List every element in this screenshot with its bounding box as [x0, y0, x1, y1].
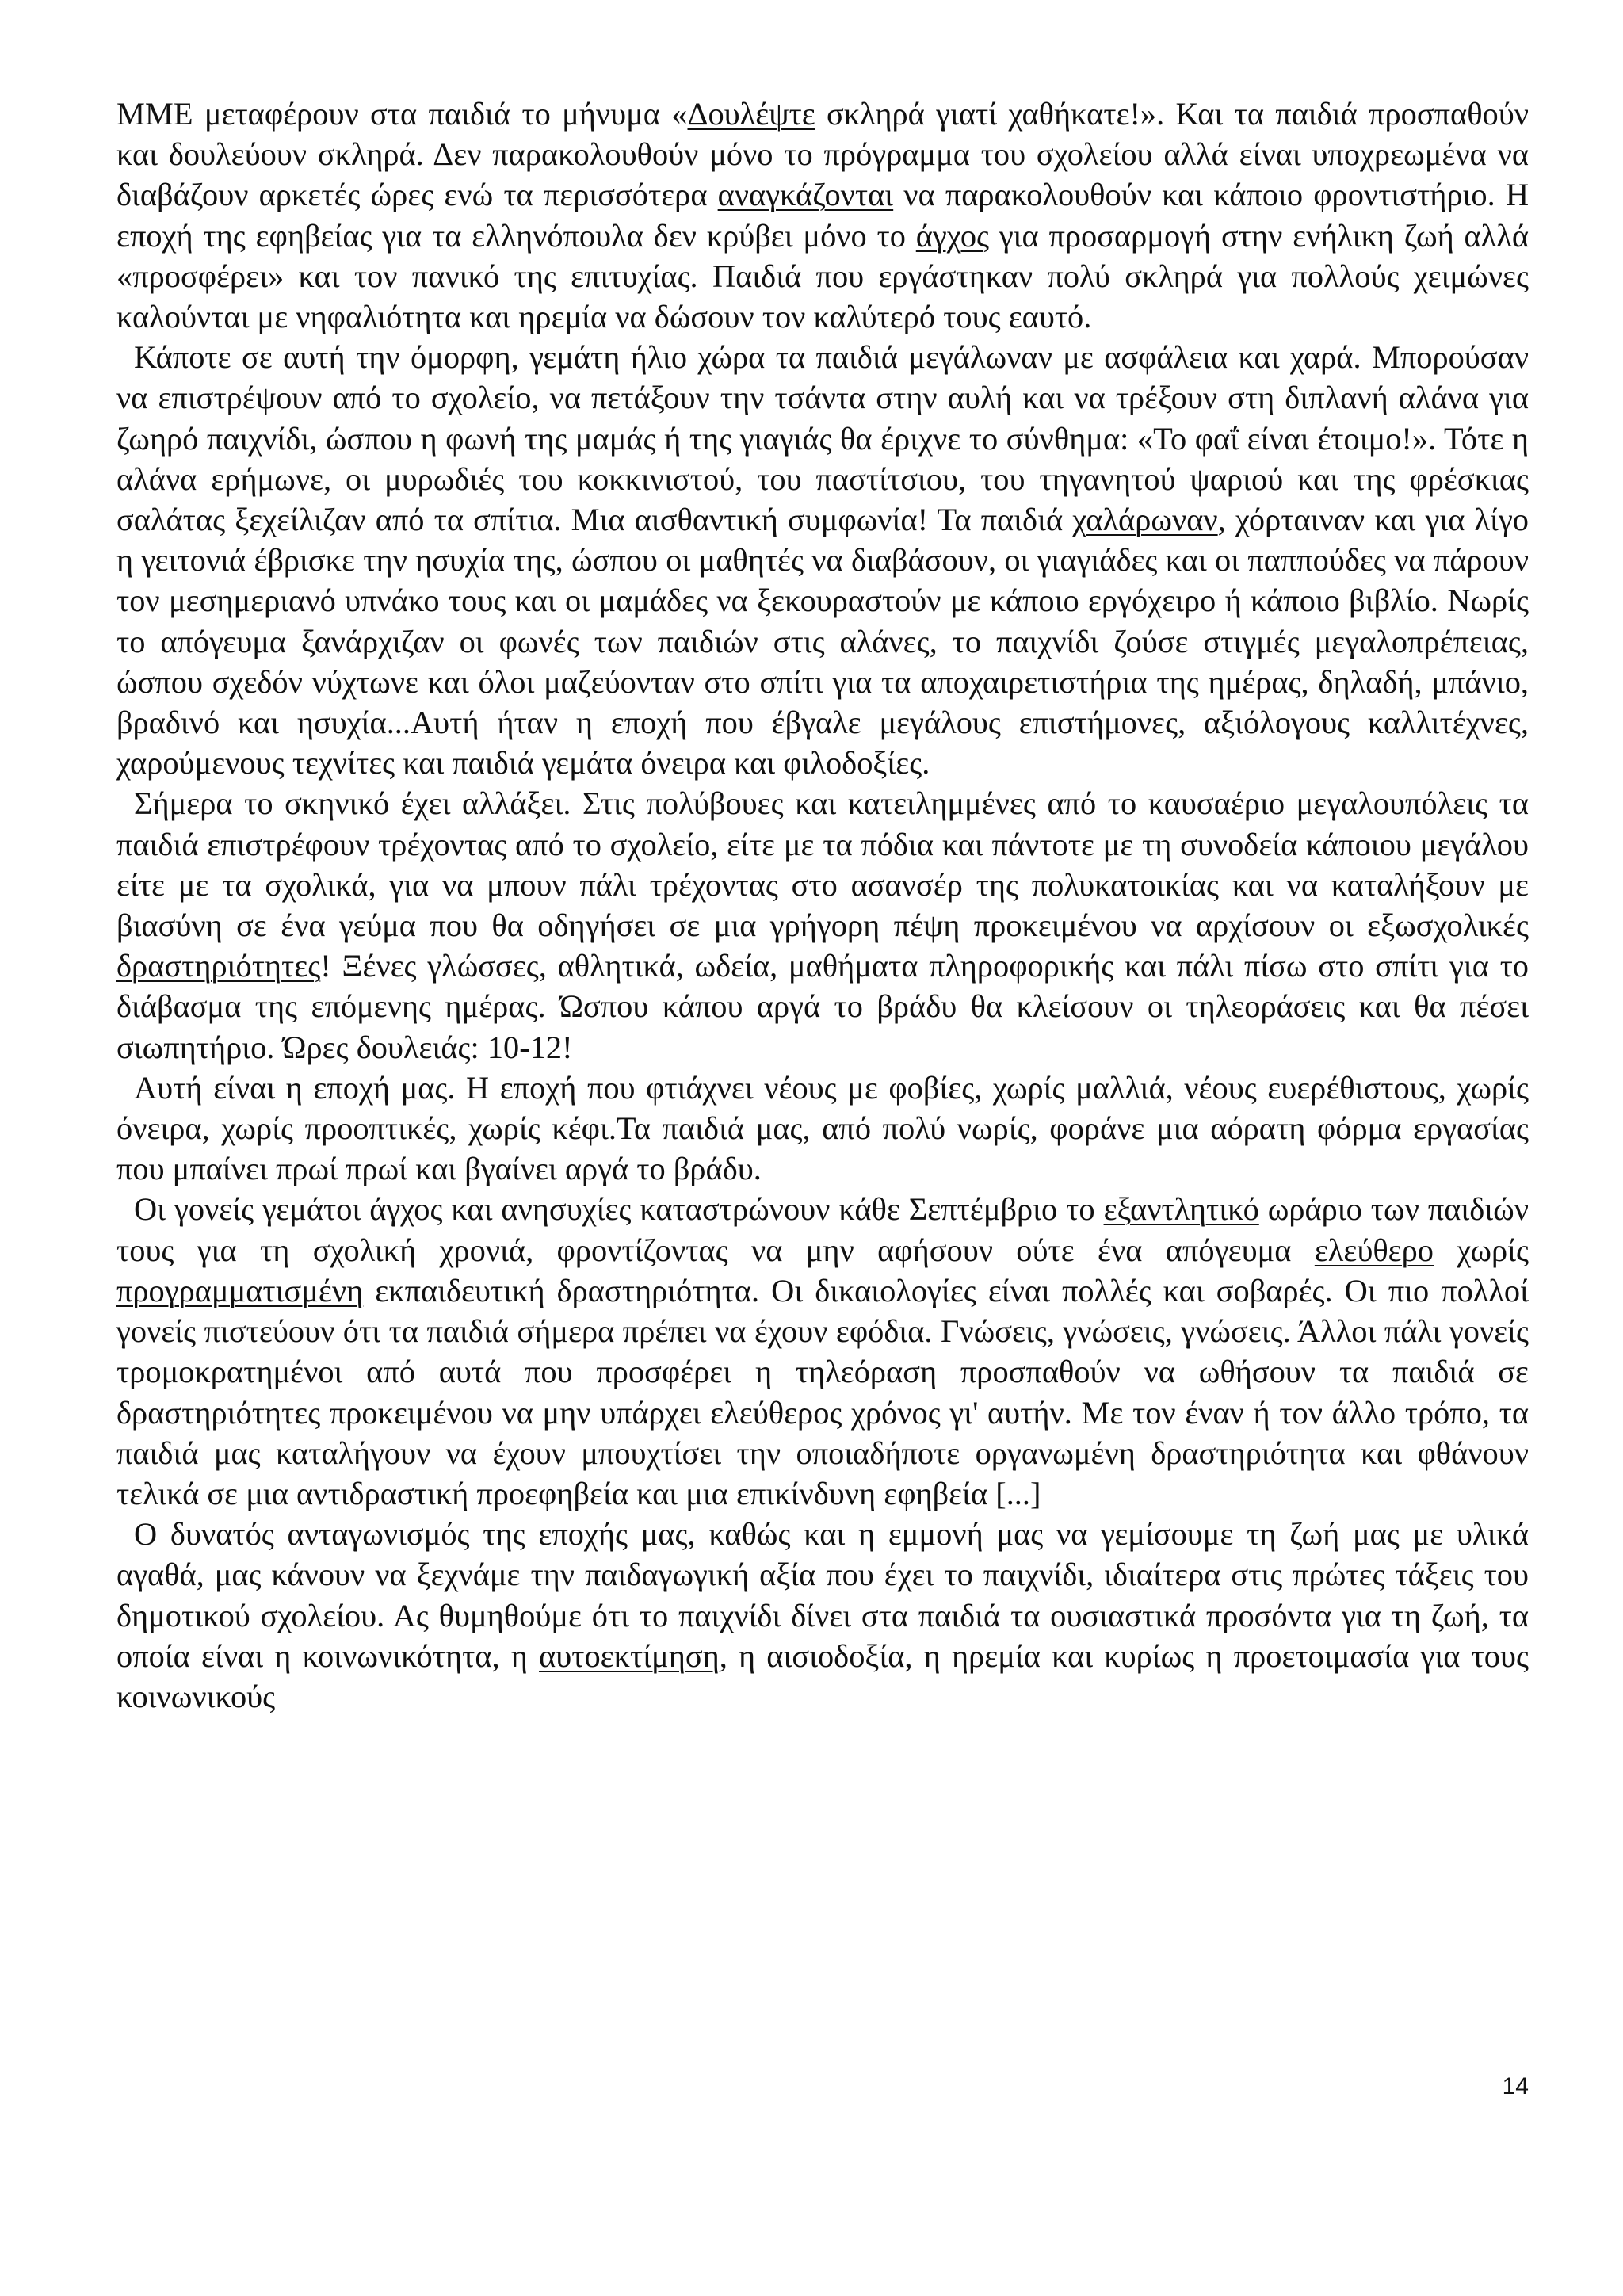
underlined-word: άγχος	[915, 217, 990, 254]
text-run: , χόρταιναν και για λίγο η γειτονιά έβρισκε την ησυχία της, ώσπου οι μαθητές να διαβάσουν, οι γιαγιάδες και οι παππούδες να πάρουν τον μεσημεριανό υπνάκο τους και οι μαμάδες να ξεκουραστούν με κάποιο εργόχειρο ή κάποιο βιβλίο. Νωρίς το απόγευμα ξανάρχιζαν οι φωνές των παιδιών στις αλάνες, το παιχνίδι ζούσε στιγμές μεγαλοπρέπειας, ώσπου σχεδόν νύχτωνε και όλοι μαζεύονταν στο σπίτι για τα αποχαιρετιστήρια της ημέρας, δηλαδή, μπάνιο, βραδινό και ησυχία...Αυτή ήταν η εποχή που έβγαλε μεγάλους επιστήμονες, αξιόλογους καλλιτέχνες, χαρούμενους τεχνίτες και παιδιά γεμάτα όνειρα και φιλοδοξίες.	[116, 502, 1529, 781]
underlined-word: δραστηριότητες	[116, 948, 321, 984]
text-run: να παρακολουθούν και κάποιο φροντιστήριο. Η εποχή της εφηβείας για τα ελληνόπουλα δεν κρύβει μόνο το	[116, 177, 1529, 254]
underlined-word: χαλάρωναν	[1072, 502, 1218, 538]
underlined-word: αναγκάζονται	[717, 177, 894, 213]
text-run: Αυτή είναι η εποχή μας. Η εποχή που φτιάχνει νέους με φοβίες, χωρίς μαλλιά, νέους ευερέθιστους, χωρίς όνειρα, χωρίς προοπτικές, χωρίς κέφι.Τα παιδιά μας, από πολύ νωρίς, φοράνε μια αόρατη φόρμα εργασίας που μπαίνει πρωί πρωί και βγαίνει αργά το βράδυ.	[116, 1069, 1529, 1187]
underlined-word: προγραμματισμένη	[116, 1272, 364, 1308]
paragraph-3	[116, 783, 1529, 1067]
document-body	[116, 94, 1529, 1717]
paragraph-1	[116, 94, 1529, 337]
text-run: για προσαρμογή στην ενήλικη ζωή αλλά «προσφέρει» και τον πανικό της επιτυχίας. Παιδιά που εργάστηκαν πολύ σκληρά για πολλούς χειμώνες καλούνται με νηφαλιότητα και ηρεμία να δώσουν τον καλύτερό τους εαυτό.	[116, 217, 1529, 335]
paragraph-6	[116, 1514, 1529, 1717]
text-run: Ο δυνατός ανταγωνισμός της εποχής μας, καθώς και η εμμονή μας να γεμίσουμε τη ζωή μας με υλικά αγαθά, μας κάνουν να ξεχνάμε την παιδαγωγική αξία που έχει το παιχνίδι, ιδιαίτερα στις πρώτες τάξεις του δημοτικού σχολείου. Ας θυμηθούμε ότι το παιχνίδι δίνει στα παιδιά τα ουσιαστικά προσόντα για τη ζωή, τα οποία είναι η κοινωνικότητα, η	[116, 1516, 1529, 1674]
text-run: ωράριο των παιδιών τους για τη σχολική χρονιά, φροντίζοντας να μην αφήσουν ούτε ένα απόγευμα	[116, 1191, 1529, 1268]
text-run: σκληρά γιατί χαθήκατε!». Και τα παιδιά προσπαθούν και δουλεύουν σκληρά. Δεν παρακολουθούν μόνο το πρόγραμμα του σχολείου αλλά είναι υποχρεωμένα να διαβάζουν αρκετές ώρες ενώ τα περισσότερα	[116, 96, 1529, 213]
text-run: Κάποτε σε αυτή την όμορφη, γεμάτη ήλιο χώρα τα παιδιά μεγάλωναν με ασφάλεια και χαρά. Μπορούσαν να επιστρέψουν από το σχολείο, να πετάξουν την τσάντα στην αυλή και να τρέξουν στη διπλανή αλάνα για ζωηρό παιχνίδι, ώσπου η φωνή της μαμάς ή της γιαγιάς θα έριχνε το σύνθημα: «Το φαΐ είναι έτοιμο!». Τότε η αλάνα ερήμωνε, οι μυρωδιές του κοκκινιστού, του παστίτσιου, του τηγανητού ψαριού και της φρέσκιας σαλάτας ξεχείλιζαν από τα σπίτια. Μια αισθαντική συμφωνία! Τα παιδιά	[116, 339, 1529, 538]
text-run: εκπαιδευτική δραστηριότητα. Οι δικαιολογίες είναι πολλές και σοβαρές. Οι πιο πολλοί γονείς πιστεύουν ότι τα παιδιά σήμερα πρέπει να έχουν εφόδια. Γνώσεις, γνώσεις, γνώσεις. Άλλοι πάλι γονείς τρομοκρατημένοι από αυτά που προσφέρει η τηλεόραση προσπαθούν να ωθήσουν τα παιδιά σε δραστηριότητες προκειμένου να μην υπάρχει ελεύθερος χρόνος γι' αυτήν. Με τον έναν ή τον άλλο τρόπο, τα παιδιά μας καταλήγουν να έχουν μπουχτίσει την οποιαδήποτε οργανωμένη δραστηριότητα και φθάνουν τελικά σε μια αντιδραστική προεφηβεία και μια επικίνδυνη εφηβεία [...]	[116, 1272, 1529, 1511]
text-run: χωρίς	[1434, 1232, 1529, 1268]
underlined-word: αυτοεκτίμηση	[539, 1637, 720, 1674]
text-run: ! Ξένες γλώσσες, αθλητικά, ωδεία, μαθήματα πληροφορικής και πάλι πίσω στο σπίτι για το διάβασμα της επόμενης ημέρας. Ώσπου κάπου αργά το βράδυ θα κλείσουν οι τηλεοράσεις και θα πέσει σιωπητήριο. Ώρες δουλειάς: 10-12!	[116, 948, 1529, 1065]
text-run: Οι γονείς γεμάτοι άγχος και ανησυχίες καταστρώνουν κάθε Σεπτέμβριο το	[134, 1191, 1104, 1228]
underlined-word: εξαντλητικό	[1103, 1191, 1259, 1228]
text-run: , η αισιοδοξία, η ηρεμία και κυρίως η προετοιμασία για τους κοινωνικούς	[116, 1637, 1529, 1714]
paragraph-5	[116, 1189, 1529, 1514]
paragraph-2	[116, 337, 1529, 783]
text-run: Σήμερα το σκηνικό έχει αλλάξει. Στις πολύβουες και κατειλημμένες από το καυσαέριο μεγαλουπόλεις τα παιδιά επιστρέφουν τρέχοντας από το σχολείο, είτε με τα πόδια και πάντοτε με τη συνοδεία κάποιου μεγάλου είτε με τα σχολικά, για να μπουν πάλι τρέχοντας στο ασανσέρ της πολυκατοικίας και να καταλήξουν με βιασύνη σε ένα γεύμα που θα οδηγήσει σε μια γρήγορη πέψη προκειμένου να αρχίσουν οι εξωσχολικές	[116, 785, 1529, 944]
page-number: 14	[1502, 2073, 1529, 2099]
paragraph-4	[116, 1068, 1529, 1190]
underlined-word: Δουλέψτε	[687, 96, 815, 132]
text-run: ΜΜΕ μεταφέρουν στα παιδιά το μήνυμα «	[116, 96, 688, 132]
underlined-word: ελεύθερο	[1314, 1232, 1434, 1268]
